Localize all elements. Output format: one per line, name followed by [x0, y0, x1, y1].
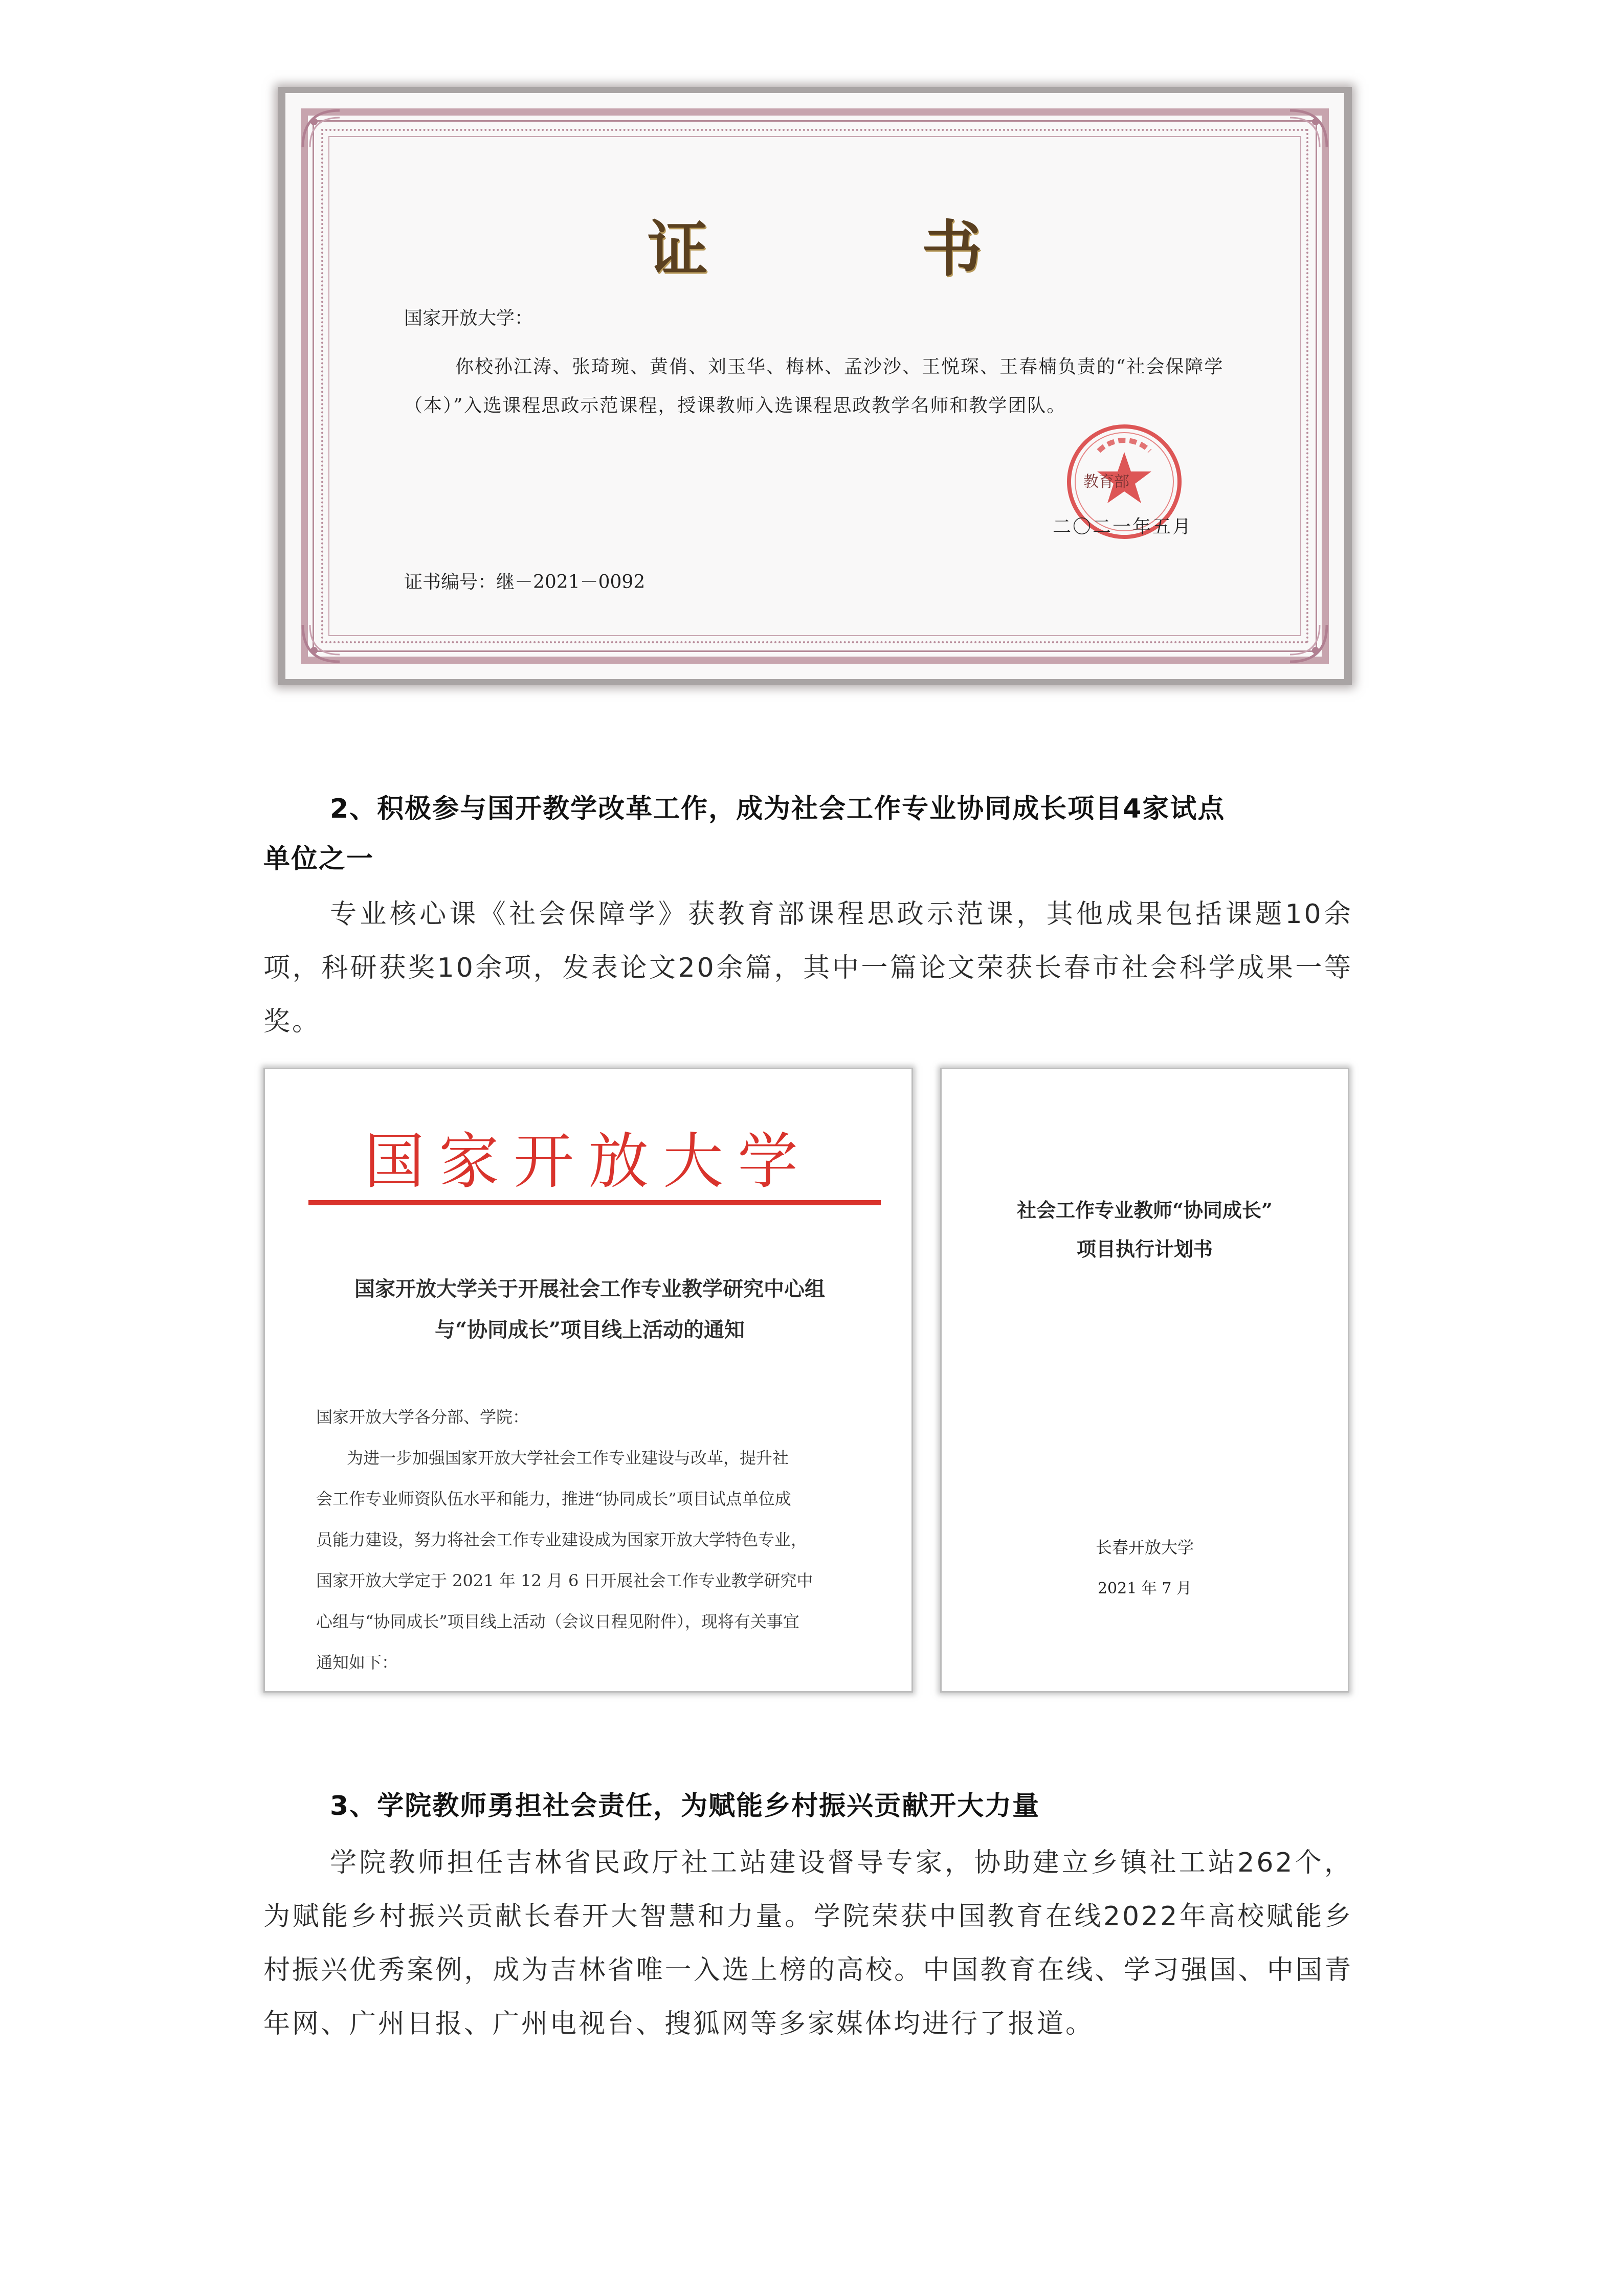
- notice-document-image: [263, 1068, 913, 1693]
- certificate-date: 二〇二一年五月: [1053, 516, 1193, 537]
- notice-line: 会工作专业师资队伍水平和能力，推进“协同成长”项目试点单位成: [316, 1489, 791, 1509]
- corner-ornament-icon: [299, 106, 345, 152]
- notice-line: 为进一步加强国家开放大学社会工作专业建设与改革，提升社: [347, 1448, 789, 1468]
- notice-line: 国家开放大学各分部、学院：: [316, 1407, 529, 1427]
- notice-title-line2: 与“协同成长”项目线上活动的通知: [434, 1318, 745, 1342]
- section2-paragraph: 专业核心课《社会保障学》获教育部课程思政示范课，其他成果包括课题10余项，科研获奖10余项，发表论文20余篇，其中一篇论文荣获长春市社会科学成果一等奖。: [263, 899, 1353, 1037]
- section3-heading: [263, 1781, 1353, 1831]
- notice-line: 心组与“协同成长”项目线上活动（会议日程见附件），现将有关事宜: [316, 1612, 799, 1631]
- corner-ornament-icon: [299, 620, 345, 666]
- notice-title: [296, 1269, 884, 1350]
- plan-title-line1: 社会工作专业教师“协同成长”: [1017, 1199, 1273, 1222]
- certificate-image: [285, 93, 1344, 679]
- plan-title: [942, 1191, 1348, 1269]
- notice-body: [316, 1397, 884, 1683]
- certificate-addressee: 国家开放大学：: [404, 308, 533, 329]
- corner-ornament-icon: [1285, 620, 1331, 666]
- certificate-body: 你校孙江涛、张琦琬、黄俏、刘玉华、梅林、孟沙沙、王悦琛、王春楠负责的“社会保障学（本）”入选课程思政示范课程，授课教师入选课程思政教学名师和教学团队。: [404, 356, 1224, 416]
- notice-header: 国家开放大学: [364, 1126, 812, 1197]
- plan-document-image: [940, 1068, 1349, 1693]
- notice-title-line1: 国家开放大学关于开展社会工作专业教学研究中心组: [354, 1277, 825, 1301]
- notice-line: 通知如下：: [316, 1653, 398, 1672]
- section3-heading-text: 3、学院教师勇担社会责任，为赋能乡村振兴贡献开大力量: [330, 1791, 1040, 1821]
- plan-title-line2: 项目执行计划书: [1076, 1237, 1213, 1260]
- plan-date: 2021 年 7 月: [1097, 1580, 1192, 1597]
- notice-line: 国家开放大学定于 2021 年 12 月 6 日开展社会工作专业教学研究中: [316, 1571, 813, 1590]
- section2-heading-line1: 2、积极参与国开教学改革工作，成为社会工作专业协同成长项目4家试点: [330, 794, 1226, 824]
- section3-paragraph: 学院教师担任吉林省民政厅社工站建设督导专家，协助建立乡镇社工站262个，为赋能乡村振兴贡献长春开大智慧和力量。学院荣获中国教育在线2022年高校赋能乡村振兴优秀案例，成为吉林省唯一入选上榜的高校。中国教育在线、学习强国、中国青年网、广州日报、广州电视台、搜狐网等多家媒体均进行了报道。: [263, 1848, 1353, 2039]
- certificate-issuer: 教育部: [1083, 473, 1129, 491]
- section2-heading-line2: 单位之一: [263, 844, 374, 874]
- notice-line: 员能力建设，努力将社会工作专业建设成为国家开放大学特色专业，: [316, 1530, 808, 1549]
- certificate-title: 证 书: [647, 213, 1059, 284]
- section2-heading: [263, 784, 1353, 884]
- notice-red-rule: [308, 1200, 881, 1205]
- corner-ornament-icon: [1285, 106, 1331, 152]
- plan-organization: 长春开放大学: [1095, 1538, 1194, 1557]
- certificate-number: 证书编号：继－2021－0092: [404, 572, 646, 593]
